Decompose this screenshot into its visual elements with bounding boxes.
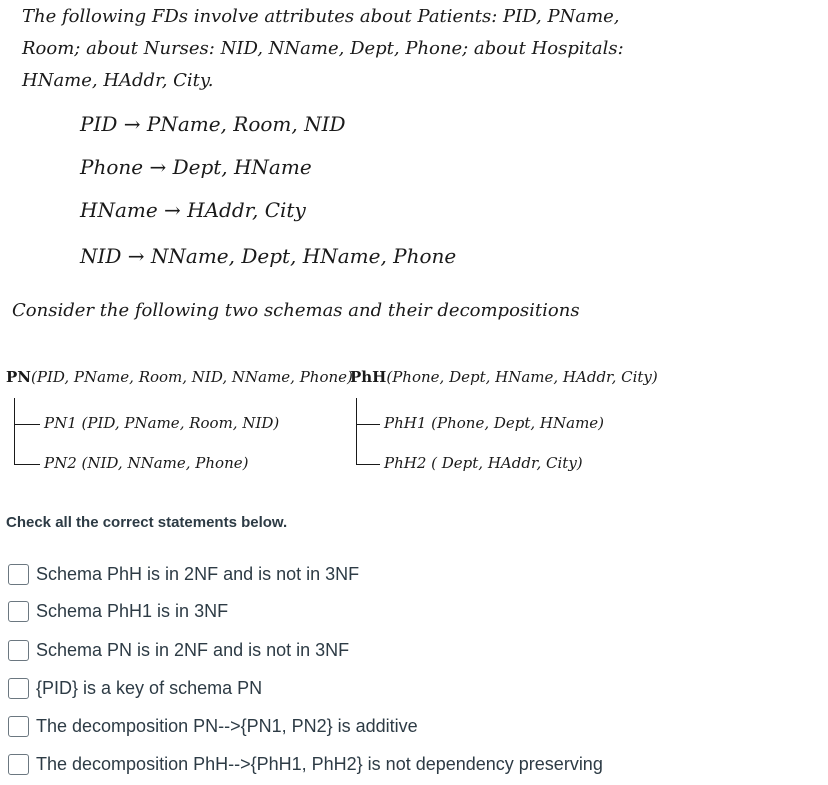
option-1-label[interactable]: Schema PhH is in 2NF and is not in 3NF [36,563,360,584]
schema-phh-attrs: (Phone, Dept, HName, HAddr, City) [386,368,658,386]
fd-1: PID → PName, Room, NID [80,112,346,136]
consider-line: Consider the following two schemas and their decompositions [12,300,580,321]
option-5-checkbox[interactable] [8,716,29,737]
fd-2: Phone → Dept, HName [80,155,312,179]
option-2-label[interactable]: Schema PhH1 is in 3NF [36,600,229,621]
pn-arrow-2 [14,464,40,465]
schema-pn-name: PN [6,368,31,386]
option-3-label[interactable]: Schema PN is in 2NF and is not in 3NF [36,639,350,660]
option-1-checkbox[interactable] [8,564,29,585]
decomp-phh1: PhH1 (Phone, Dept, HName) [384,414,605,432]
pn-bracket [14,398,15,464]
option-2[interactable] [8,598,228,624]
fd-3: HName → HAddr, City [80,198,306,222]
pn-arrow-1 [14,424,40,425]
phh-arrow-2 [356,464,380,465]
option-4[interactable] [8,675,262,701]
fd-4: NID → NName, Dept, HName, Phone [80,244,457,268]
option-5[interactable] [8,713,418,739]
phh-bracket [356,398,357,464]
option-6-label[interactable]: The decomposition PhH-->{PhH1, PhH2} is not dependency preserving [36,753,603,774]
intro-line-2: Room; about Nurses: NID, NName, Dept, Phone; about Hospitals: [22,38,624,59]
intro-line-1: The following FDs involve attributes about Patients: PID, PName, [22,6,620,27]
schema-phh-name: PhH [350,368,387,386]
option-2-checkbox[interactable] [8,601,29,622]
option-6[interactable] [8,751,603,777]
option-4-checkbox[interactable] [8,678,29,699]
option-3[interactable] [8,637,349,663]
schema-pn-attrs: (PID, PName, Room, NID, NName, Phone) [31,368,353,386]
decomp-pn2: PN2 (NID, NName, Phone) [44,454,249,472]
intro-line-3: HName, HAddr, City. [22,70,214,91]
decomp-pn1: PN1 (PID, PName, Room, NID) [44,414,280,432]
question-prompt: Check all the correct statements below. [6,514,288,531]
option-4-label[interactable]: {PID} is a key of schema PN [36,677,263,698]
schema-pn [6,368,353,386]
option-5-label[interactable]: The decomposition PN-->{PN1, PN2} is additive [36,715,418,736]
option-3-checkbox[interactable] [8,640,29,661]
option-6-checkbox[interactable] [8,754,29,775]
decomp-phh2: PhH2 ( Dept, HAddr, City) [384,454,583,472]
option-1[interactable] [8,561,359,587]
schema-phh [350,368,658,386]
phh-arrow-1 [356,424,380,425]
